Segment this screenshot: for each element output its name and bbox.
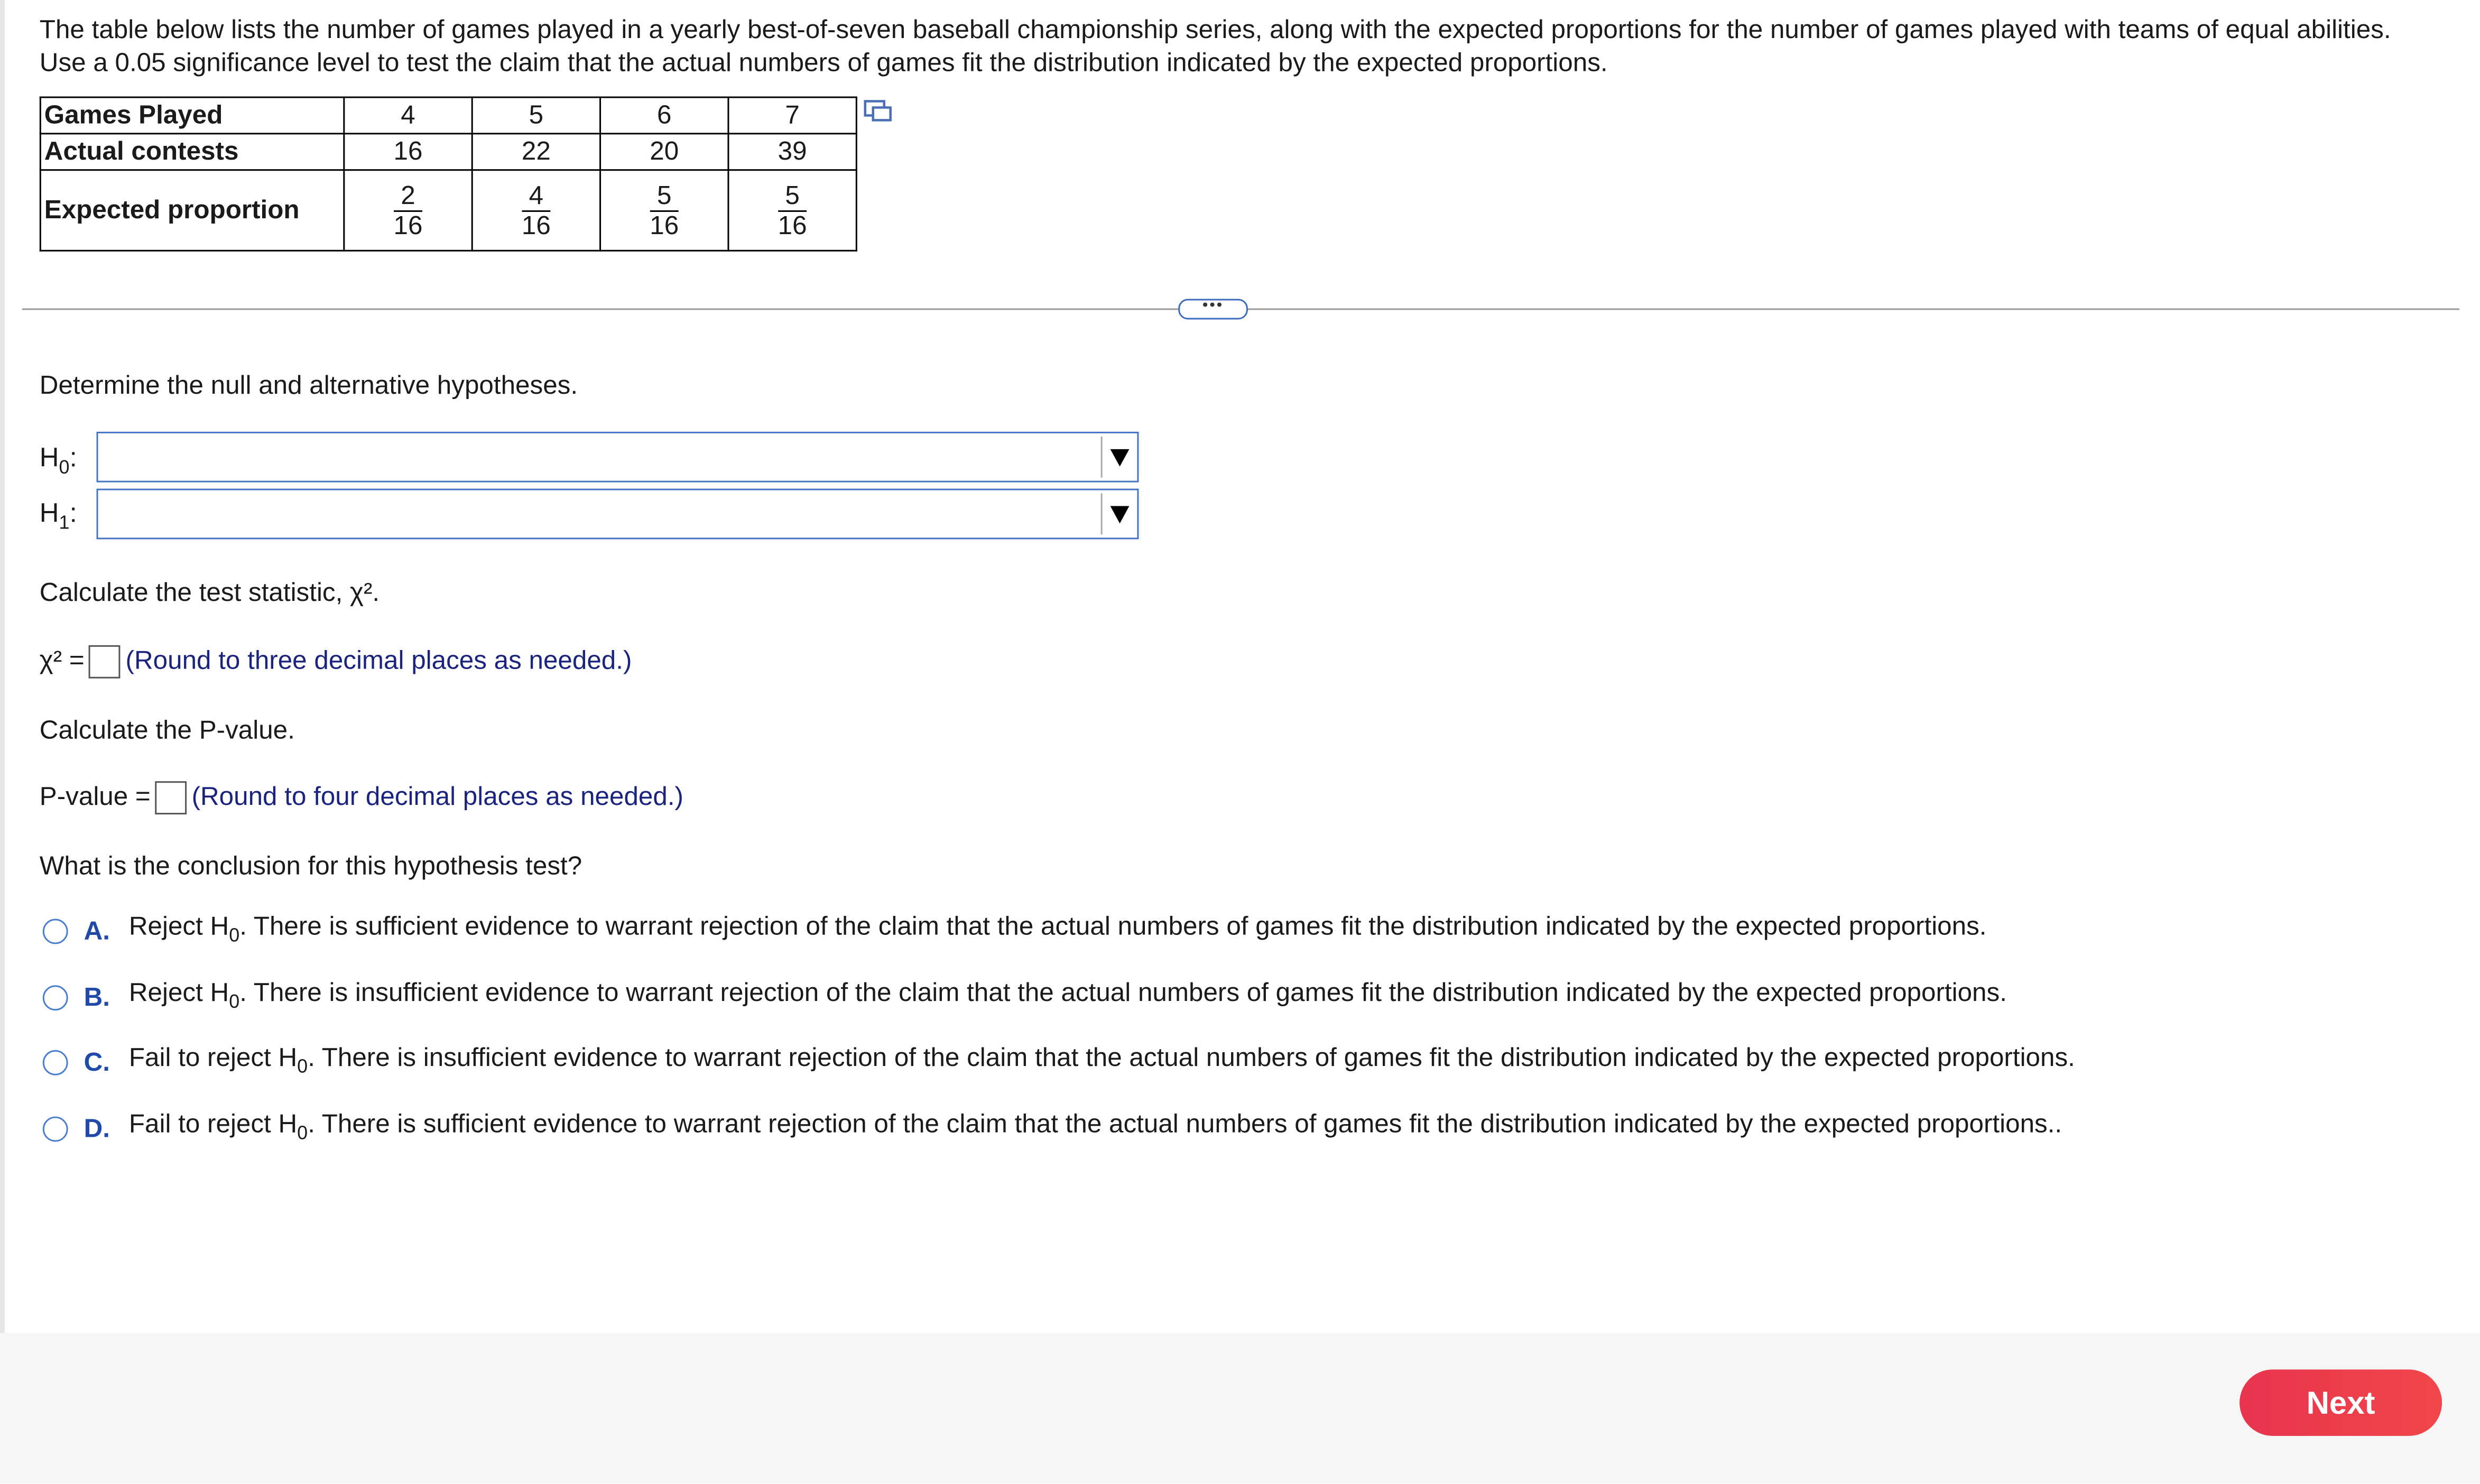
pvalue-row xyxy=(40,781,683,814)
chi-square-input[interactable] xyxy=(89,645,121,679)
option-letter: D. xyxy=(84,1114,110,1143)
left-border xyxy=(0,0,5,1333)
denominator: 16 xyxy=(778,211,807,240)
copy-icon[interactable] xyxy=(864,100,892,122)
denominator: 16 xyxy=(393,211,423,240)
radio-icon[interactable] xyxy=(43,1050,68,1075)
games-cell: 7 xyxy=(728,97,856,134)
row-header-expected: Expected proportion xyxy=(40,170,344,251)
data-table xyxy=(40,97,857,252)
statistic-hint: (Round to three decimal places as needed.) xyxy=(125,646,632,675)
option-text xyxy=(129,1109,2062,1149)
denominator: 16 xyxy=(650,211,679,240)
hypotheses-prompt: Determine the null and alternative hypotheses. xyxy=(39,372,578,401)
radio-icon[interactable] xyxy=(43,918,68,943)
option-text xyxy=(129,911,1987,951)
next-button[interactable]: Next xyxy=(2240,1369,2442,1436)
h0-label xyxy=(40,443,77,478)
actual-cell: 39 xyxy=(728,134,856,170)
table-row xyxy=(40,170,856,251)
pvalue-input[interactable] xyxy=(155,782,187,815)
option-post: . There is sufficient evidence to warrant rejection of the claim that the actual numbers of games fit the distribution indicated by the expected proportions.. xyxy=(308,1110,2062,1139)
expected-cell xyxy=(472,170,600,251)
denominator: 16 xyxy=(521,211,551,240)
actual-cell: 20 xyxy=(600,134,728,170)
option-post: . There is sufficient evidence to warrant rejection of the claim that the actual numbers of games fit the distribution indicated by the expected proportions. xyxy=(239,912,1987,941)
h1-dropdown[interactable] xyxy=(97,489,1139,540)
option-letter: C. xyxy=(84,1047,110,1077)
games-cell: 6 xyxy=(600,97,728,134)
expected-cell xyxy=(600,170,728,251)
option-text xyxy=(129,977,2007,1017)
triangle-down-icon[interactable] xyxy=(1101,437,1136,478)
option-pre: Reject H xyxy=(128,912,229,941)
option-pre: Reject H xyxy=(128,979,229,1008)
option-subscript: 0 xyxy=(229,924,240,947)
option-subscript: 0 xyxy=(297,1055,308,1078)
triangle-down-icon[interactable] xyxy=(1101,494,1136,535)
question-intro: The table below lists the number of games played in a yearly best-of-seven baseball championship series, along with the expected proportions for the number of games played with teams of equal abilities. Use a 0.05 significance level to test the claim that the actual numbers of games fit the distribution indicated by the expected proportions. xyxy=(39,15,2391,78)
fraction xyxy=(394,181,423,240)
expected-cell xyxy=(344,170,472,251)
numerator: 5 xyxy=(778,181,807,211)
radio-icon[interactable] xyxy=(43,985,68,1010)
option-subscript: 0 xyxy=(297,1121,308,1144)
fraction xyxy=(778,181,807,240)
option-text xyxy=(129,1042,2075,1082)
games-cell: 5 xyxy=(472,97,600,134)
footer-bar xyxy=(0,1333,2480,1483)
numerator: 2 xyxy=(394,181,423,211)
h1-subscript: 1 xyxy=(59,511,70,534)
option-letter: A. xyxy=(84,916,110,945)
option-letter: B. xyxy=(84,983,110,1012)
actual-cell: 16 xyxy=(344,134,472,170)
option-post: . There is insufficient evidence to warrant rejection of the claim that the actual numbers of games fit the distribution indicated by the expected proportions. xyxy=(239,979,2007,1008)
h0-colon: : xyxy=(69,442,77,473)
more-button[interactable]: ••• xyxy=(1178,299,1248,320)
actual-cell: 22 xyxy=(472,134,600,170)
statistic-prompt: Calculate the test statistic, χ². xyxy=(39,579,380,608)
pvalue-label: P-value = xyxy=(39,783,151,812)
pvalue-hint: (Round to four decimal places as needed.) xyxy=(191,783,684,812)
h1-letter: H xyxy=(39,498,59,528)
table-row xyxy=(40,134,856,170)
row-header-actual: Actual contests xyxy=(40,134,344,170)
games-cell: 4 xyxy=(344,97,472,134)
option-subscript: 0 xyxy=(229,990,240,1013)
pvalue-prompt: Calculate the P-value. xyxy=(39,716,295,745)
statistic-row xyxy=(40,645,632,679)
numerator: 4 xyxy=(522,181,551,211)
h0-subscript: 0 xyxy=(59,456,70,478)
option-pre: Fail to reject H xyxy=(128,1043,298,1072)
fraction xyxy=(522,181,551,240)
row-header-games: Games Played xyxy=(40,97,344,134)
table-row xyxy=(40,97,856,134)
fraction xyxy=(650,181,679,240)
conclusion-prompt: What is the conclusion for this hypothesis test? xyxy=(39,852,582,881)
h1-colon: : xyxy=(69,498,77,528)
option-b[interactable] xyxy=(43,977,2007,1017)
option-post: . There is insufficient evidence to warrant rejection of the claim that the actual numbers of games fit the distribution indicated by the expected proportions. xyxy=(308,1043,2075,1072)
h1-label xyxy=(40,498,77,534)
numerator: 5 xyxy=(650,181,679,211)
expected-cell xyxy=(728,170,856,251)
h0-letter: H xyxy=(39,442,59,473)
option-c[interactable] xyxy=(43,1042,2075,1082)
chi-square-label: χ² = xyxy=(39,646,85,675)
option-a[interactable] xyxy=(43,911,1987,951)
radio-icon[interactable] xyxy=(43,1116,68,1141)
h0-dropdown[interactable] xyxy=(97,432,1139,483)
option-pre: Fail to reject H xyxy=(128,1110,298,1139)
option-d[interactable] xyxy=(43,1109,2062,1149)
